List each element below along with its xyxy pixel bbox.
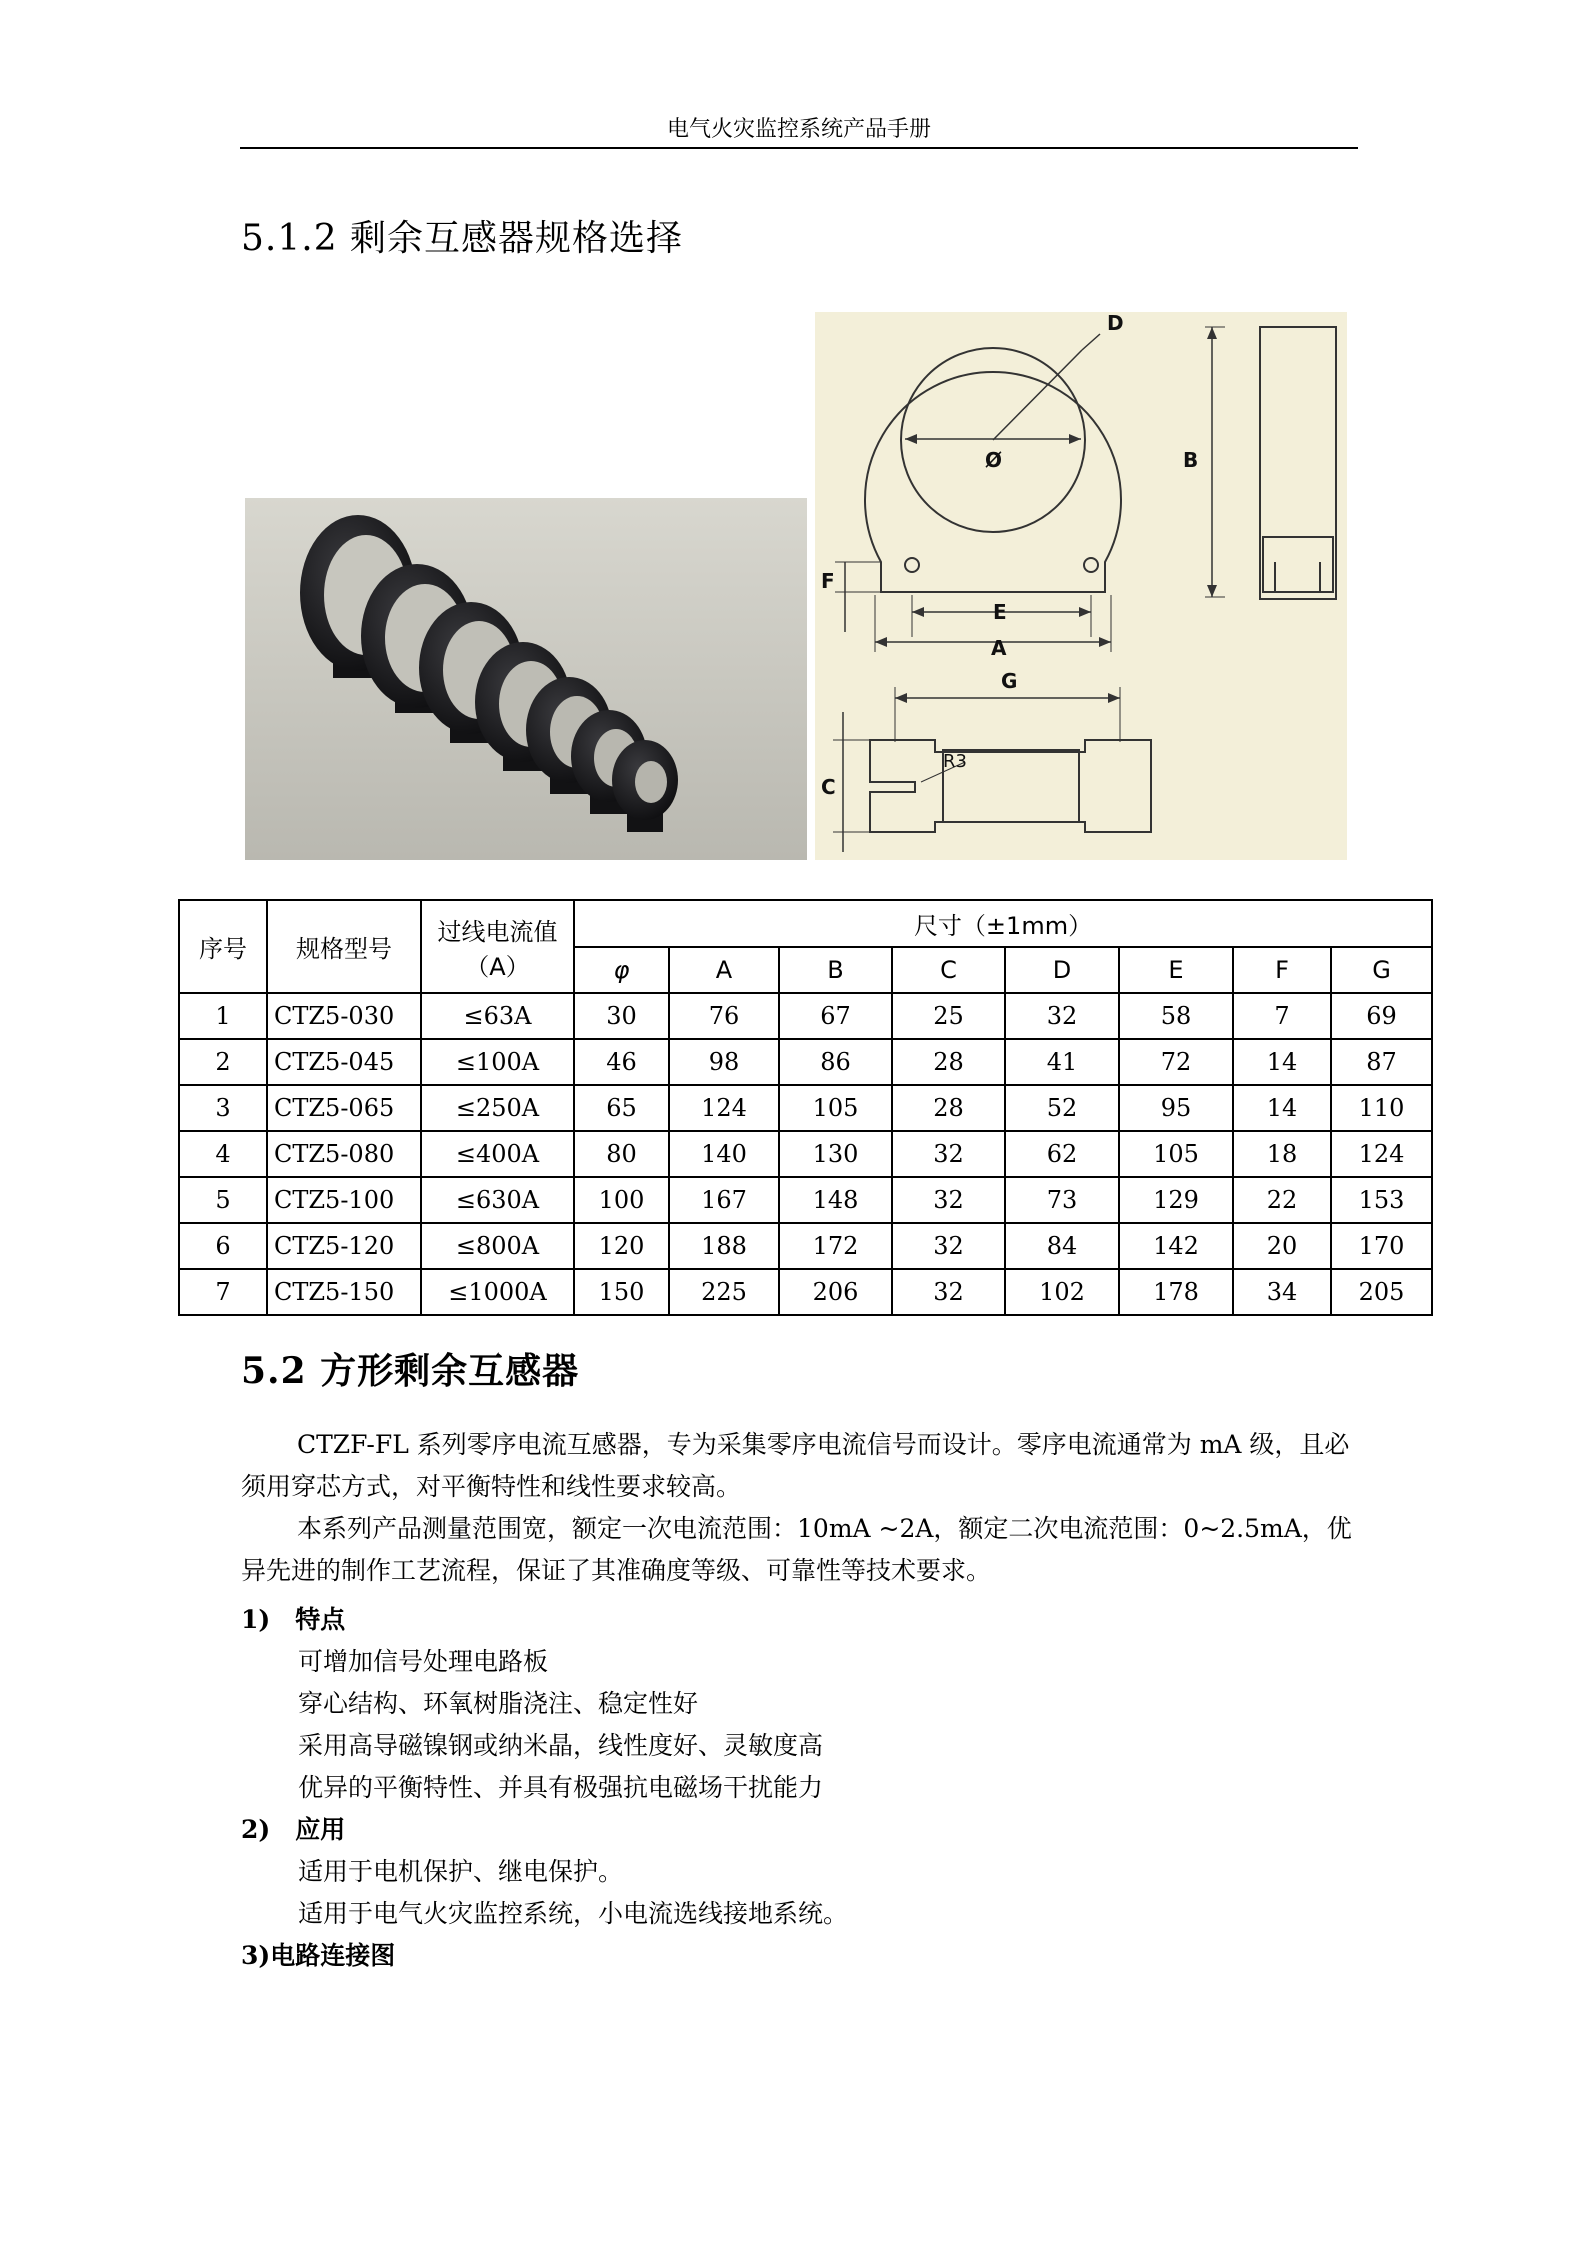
cell-dimension: 69 [1331,993,1432,1039]
paragraph-intro: CTZF-FL 系列零序电流互感器，专为采集零序电流信号而设计。零序电流通常为 mA 级，且必须用穿芯方式，对平衡特性和线性要求较高。 [241,1430,1350,1501]
cell-dimension: 25 [892,993,1005,1039]
header-no: 序号 [179,900,267,993]
cell-dimension: 188 [669,1223,779,1269]
label-phi: Ø [985,448,1003,472]
cell-dimension: 110 [1331,1085,1432,1131]
cell-dimension: 14 [1233,1085,1331,1131]
cell-current: ≤250A [421,1085,574,1131]
header-rule [240,147,1358,149]
cell-dimension: 102 [1005,1269,1119,1315]
circuit-heading: 3)电路连接图 [241,1941,396,1970]
label-R3: R3 [943,751,967,772]
cell-model: CTZ5-080 [267,1131,421,1177]
spec-table [178,899,1433,1316]
cell-dimension: 120 [574,1223,669,1269]
cell-dimension: 84 [1005,1223,1119,1269]
cell-dimension: 105 [779,1085,892,1131]
cell-dimension: 58 [1119,993,1233,1039]
cell-dimension: 100 [574,1177,669,1223]
cell-model: CTZ5-150 [267,1269,421,1315]
feature-item: 可增加信号处理电路板 [298,1647,549,1676]
cell-current: ≤800A [421,1223,574,1269]
header-dim-D: D [1005,947,1119,993]
cell-model: CTZ5-045 [267,1039,421,1085]
table-row [179,1269,1432,1315]
dimension-drawing [815,312,1347,860]
cell-dimension: 170 [1331,1223,1432,1269]
cell-dimension: 62 [1005,1131,1119,1177]
label-G: G [1001,669,1018,693]
label-C: C [821,775,836,799]
table-row [179,993,1432,1039]
cell-model: CTZ5-065 [267,1085,421,1131]
applications-heading: 2) 应用 [241,1815,346,1844]
cell-no: 1 [179,993,267,1039]
cell-dimension: 65 [574,1085,669,1131]
cell-dimension: 124 [669,1085,779,1131]
cell-dimension: 178 [1119,1269,1233,1315]
cell-dimension: 30 [574,993,669,1039]
cell-dimension: 105 [1119,1131,1233,1177]
cell-no: 5 [179,1177,267,1223]
label-E: E [993,600,1007,624]
cell-current: ≤1000A [421,1269,574,1315]
table-row [179,1039,1432,1085]
cell-dimension: 34 [1233,1269,1331,1315]
cell-dimension: 14 [1233,1039,1331,1085]
header-dim-phi: φ [574,947,669,993]
cell-dimension: 7 [1233,993,1331,1039]
header-model: 规格型号 [267,900,421,993]
cell-dimension: 86 [779,1039,892,1085]
cell-dimension: 142 [1119,1223,1233,1269]
label-B: B [1183,448,1199,472]
feature-item: 采用高导磁镍钢或纳米晶，线性度好、灵敏度高 [298,1731,824,1760]
cell-dimension: 95 [1119,1085,1233,1131]
header-dimensions: 尺寸（±1mm） [574,900,1432,947]
cell-current: ≤100A [421,1039,574,1085]
cell-dimension: 73 [1005,1177,1119,1223]
cell-dimension: 206 [779,1269,892,1315]
application-item: 适用于电气火灾监控系统，小电流选线接地系统。 [298,1899,849,1928]
cell-model: CTZ5-030 [267,993,421,1039]
cell-dimension: 28 [892,1085,1005,1131]
cell-dimension: 140 [669,1131,779,1177]
cell-dimension: 153 [1331,1177,1432,1223]
cell-dimension: 32 [892,1177,1005,1223]
header-current: 过线电流值（A） [421,900,574,993]
page-header: 电气火灾监控系统产品手册 [666,117,931,142]
cell-dimension: 205 [1331,1269,1432,1315]
cell-current: ≤400A [421,1131,574,1177]
cell-dimension: 172 [779,1223,892,1269]
cell-dimension: 32 [1005,993,1119,1039]
cell-dimension: 150 [574,1269,669,1315]
cell-dimension: 52 [1005,1085,1119,1131]
product-photo [245,498,807,860]
header-dim-E: E [1119,947,1233,993]
cell-model: CTZ5-100 [267,1177,421,1223]
cell-current: ≤63A [421,993,574,1039]
cell-dimension: 32 [892,1131,1005,1177]
header-dim-G: G [1331,947,1432,993]
label-F: F [821,569,835,593]
cell-no: 6 [179,1223,267,1269]
section-title-5-1-2: 5.1.2 剩余互感器规格选择 [241,218,684,259]
header-dim-C: C [892,947,1005,993]
cell-dimension: 28 [892,1039,1005,1085]
header-dim-A: A [669,947,779,993]
table-row [179,1223,1432,1269]
cell-dimension: 87 [1331,1039,1432,1085]
cell-dimension: 130 [779,1131,892,1177]
cell-dimension: 18 [1233,1131,1331,1177]
cell-no: 4 [179,1131,267,1177]
cell-dimension: 167 [669,1177,779,1223]
cell-dimension: 22 [1233,1177,1331,1223]
cell-dimension: 124 [1331,1131,1432,1177]
cell-model: CTZ5-120 [267,1223,421,1269]
application-item: 适用于电机保护、继电保护。 [298,1857,624,1886]
header-dim-F: F [1233,947,1331,993]
cell-dimension: 46 [574,1039,669,1085]
cell-dimension: 148 [779,1177,892,1223]
label-D: D [1107,312,1124,335]
table-row [179,1085,1432,1131]
cell-dimension: 41 [1005,1039,1119,1085]
cell-dimension: 32 [892,1269,1005,1315]
cell-dimension: 129 [1119,1177,1233,1223]
cell-dimension: 20 [1233,1223,1331,1269]
cell-no: 2 [179,1039,267,1085]
cell-no: 7 [179,1269,267,1315]
cell-no: 3 [179,1085,267,1131]
table-row [179,1131,1432,1177]
feature-item: 优异的平衡特性、并具有极强抗电磁场干扰能力 [298,1773,824,1802]
feature-item: 穿心结构、环氧树脂浇注、稳定性好 [298,1689,699,1718]
paragraph-range: 本系列产品测量范围宽，额定一次电流范围：10mA ~2A，额定二次电流范围：0~2.5mA，优异先进的制作工艺流程，保证了其准确度等级、可靠性等技术要求。 [241,1514,1352,1585]
cell-dimension: 80 [574,1131,669,1177]
cell-dimension: 98 [669,1039,779,1085]
label-A: A [991,636,1007,660]
section-title-5-2: 5.2 方形剩余互感器 [241,1350,580,1392]
cell-dimension: 72 [1119,1039,1233,1085]
cell-dimension: 32 [892,1223,1005,1269]
cell-dimension: 225 [669,1269,779,1315]
cell-dimension: 76 [669,993,779,1039]
cell-dimension: 67 [779,993,892,1039]
features-heading: 1) 特点 [241,1605,346,1634]
table-row [179,1177,1432,1223]
header-dim-B: B [779,947,892,993]
cell-current: ≤630A [421,1177,574,1223]
